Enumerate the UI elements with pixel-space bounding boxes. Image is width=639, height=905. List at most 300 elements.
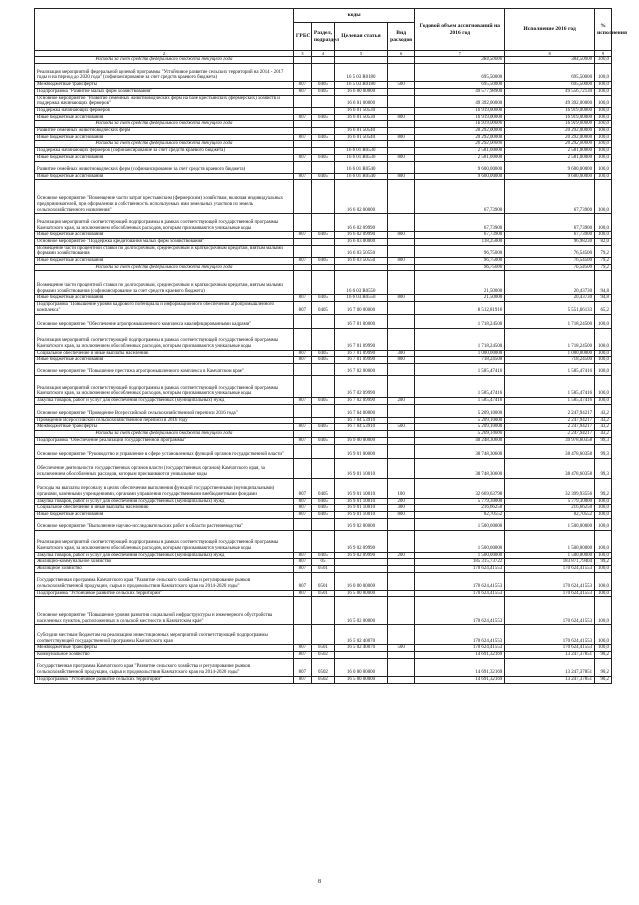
planned-amount: 170 624,41553 [415,572,505,590]
table-row [35,645,612,652]
section-code: 0405 [311,258,334,265]
row-description: Закупка товаров, работ и услуг для обеспечения государственных (муниципальных) нужд [35,498,294,505]
section-code: 0405 [311,437,334,444]
section-code [311,314,334,328]
expense-type-code [387,652,415,659]
target-code [335,264,388,271]
grbs-code: 807 [293,397,311,404]
section-code [311,458,334,478]
grbs-code [293,417,311,424]
execution-percent: 100,0 [595,328,612,350]
target-code: 16 6 01 50540 [335,128,388,135]
planned-amount: 170 624,41553 [415,590,505,597]
target-code: 16 6 03 00000 [335,238,388,245]
row-description: Реализация мероприятий соответствующей подпрограммы в рамках соответствующей государственной программы Камчатского края, за исключением обособленных расходов, которым присваиваются уникальные коды [35,214,294,232]
planned-amount: 1 500,00000 [415,530,505,552]
target-code: 16 9 02 09990 [335,552,388,559]
section-code: 0405 [311,511,334,518]
grbs-code: 807 [293,295,311,302]
execution-percent: 100,0 [595,154,612,161]
row-description: Подпрограмма "Устойчивое развитие сельских территорий" [35,676,294,683]
executed-amount: 49 392,00000 [505,95,595,107]
target-code: 16 6 01 50530 [335,107,388,114]
grbs-code [293,245,311,257]
target-code: 16 5 00 00000 [335,590,388,597]
target-code: 16 6 03 50550 [335,245,388,257]
section-code [311,363,334,375]
execution-percent: 100,0 [595,357,612,364]
executed-amount: 9 600,00000 [505,173,595,180]
execution-percent: 100,0 [595,232,612,239]
grbs-code [293,64,311,82]
executed-amount: 76,54500 [505,245,595,257]
expense-type-code [387,64,415,82]
row-description: Реализация мероприятий федеральной целевой программы "Устойчивое развитие сельских территорий на 2014 - 2017 годы и на период до 2020 года" (софинансирование за счет средств краевого бюджета) [35,64,294,82]
execution-percent: 100,0 [595,350,612,357]
execution-percent: 43,2 [595,404,612,417]
grbs-code: 807 [293,552,311,559]
section-code: 0502 [311,676,334,683]
grbs-code: 807 [293,232,311,239]
row-description: Субсидии местным бюджетам на реализацию инвестиционных мероприятий соответствующей подпрограммы соответствующей государственной программы Камчатского края [35,625,294,645]
row-description: Иные бюджетные ассигнования [35,295,294,302]
row-description: Межбюджетные трансферты [35,82,294,89]
execution-percent: 99,2 [595,559,612,566]
expense-type-code: 200 [387,498,415,505]
column-number: 6 [387,51,415,57]
section-code: 0405 [311,397,334,404]
execution-percent: 100,0 [595,572,612,590]
execution-percent: 100,0 [595,128,612,135]
table-row-federal-subtotal [35,141,612,148]
table-row [35,363,612,375]
table-row [35,511,612,518]
table-row-federal-subtotal [35,121,612,128]
execution-percent: 100,0 [595,107,612,114]
grbs-code: 807 [293,114,311,121]
table-row-federal-subtotal [35,57,612,64]
table-row [35,245,612,257]
table-row [35,134,612,141]
expense-type-code: 800 [387,511,415,518]
grbs-code: 807 [293,511,311,518]
section-code: 0405 [311,357,334,364]
executed-amount: 1 000,00000 [505,350,595,357]
table-row [35,530,612,552]
executed-amount: 2 247,94217 [505,431,595,438]
grbs-code: 807 [293,350,311,357]
target-code [335,431,388,438]
expense-type-code: 800 [387,134,415,141]
expense-type-code [387,566,415,573]
target-code: 16 7 00 00000 [335,302,388,314]
grbs-code: 807 [293,88,311,95]
execution-percent: 94,8 [595,271,612,295]
target-code [335,141,388,148]
executed-amount: 384,50000 [505,57,595,64]
section-code: 0405 [311,350,334,357]
grbs-code: 807 [293,134,311,141]
execution-percent: 99,2 [595,478,612,498]
section-code [311,180,334,214]
executed-amount: 2 247,94217 [505,424,595,431]
executed-amount: 38 478,60358 [505,444,595,458]
expense-type-code [387,88,415,95]
target-code: 16 6 00 00000 [335,88,388,95]
expense-type-code [387,180,415,214]
planned-amount: 5 209,10000 [415,404,505,417]
target-code [335,566,388,573]
section-code: 0501 [311,572,334,590]
expense-type-code [387,375,415,397]
expense-type-code [387,417,415,424]
section-code: 0405 [311,88,334,95]
planned-amount: 21,50000 [415,295,505,302]
section-code [311,404,334,417]
table-row [35,375,612,397]
expense-type-code [387,597,415,625]
table-row [35,148,612,155]
execution-percent: 100,0 [595,397,612,404]
grbs-code: 807 [293,424,311,431]
section-code [311,148,334,155]
grbs-code [293,328,311,350]
executed-amount: 67,73900 [505,180,595,214]
section-code: 0501 [311,645,334,652]
column-number: 5 [335,51,388,57]
row-description: Основное мероприятие "Возмещение части затрат крестьянским (фермерским) хозяйствам, включая индивидуальных предпринимателей, при оформлении в собственность используемых ими земельных участков из земель сельскохозяйственного назначения" [35,180,294,214]
planned-amount: 21,50000 [415,271,505,295]
planned-amount: 718,24500 [415,357,505,364]
target-code: 16 7 02 09990 [335,397,388,404]
row-description: Основное мероприятие "Повышение уровня развития социальной инфраструктуры и инженерного обустройства населенных пунктов, расположенных в сельской местности в Камчатском крае" [35,597,294,625]
target-code: 16 5 02 40070 [335,645,388,652]
section-code: 0501 [311,566,334,573]
expense-type-code [387,590,415,597]
table-row [35,566,612,573]
row-description: Иные бюджетные ассигнования [35,154,294,161]
section-code [311,161,334,173]
executed-amount: 39 978,60358 [505,437,595,444]
target-code: 16 6 03 50550 [335,258,388,265]
table-row [35,559,612,566]
row-description: Расходы за счет средств федерального бюджета текущего года [35,57,294,64]
execution-percent: 100,0 [595,114,612,121]
grbs-code: 807 [293,357,311,364]
expense-type-code: 500 [387,82,415,89]
executed-amount: 2 581,00000 [505,148,595,155]
executed-amount: 695,50000 [505,64,595,82]
executed-amount: 76,54500 [505,258,595,265]
executed-amount: 76,54500 [505,264,595,271]
planned-amount: 96,75000 [415,245,505,257]
target-code: 16 7 01 09990 [335,350,388,357]
planned-amount: 14 691,32169 [415,658,505,676]
grbs-code [293,404,311,417]
execution-percent: 100,0 [595,82,612,89]
table-row [35,658,612,676]
row-description: Подпрограмма "Устойчивое развитие сельских территорий" [35,590,294,597]
executed-amount: 13 247,37851 [505,676,595,683]
grbs-code: 807 [293,559,311,566]
section-code [311,57,334,64]
executed-amount: 20,43730 [505,271,595,295]
target-code: 16 9 01 10010 [335,511,388,518]
table-row-federal-subtotal [35,431,612,438]
table-row [35,64,612,82]
executed-amount: 1 500,00000 [505,518,595,530]
target-code: 16 6 01 50530 [335,114,388,121]
planned-amount: 38 748,30600 [415,458,505,478]
grbs-code: 807 [293,154,311,161]
row-description: Обеспечение деятельности государственных органов власти (государственных органов) Камчатского края, за исключением обособленных расходов, которым присваиваются уникальные коды [35,458,294,478]
table-row [35,295,612,302]
grbs-code: 807 [293,82,311,89]
row-description: Жилищно-коммунальное хозяйство [35,559,294,566]
header-codes: коды [293,9,415,23]
budget-execution-table [34,8,627,684]
grbs-code [293,148,311,155]
grbs-code [293,625,311,645]
executed-amount: 13 247,37851 [505,652,595,659]
target-code: 16 7 02 00000 [335,363,388,375]
table-row [35,458,612,478]
execution-percent: 79,2 [595,264,612,271]
row-description: Развитие семейных животноводческих ферм (софинансирование за счет средств краевого бюджета) [35,161,294,173]
target-code: 16 6 01 50540 [335,134,388,141]
row-description: Основное мероприятие "Руководство и управление в сфере установленных функций органов государственной власти" [35,444,294,458]
planned-amount: 16 919,00000 [415,121,505,128]
expense-type-code: 800 [387,357,415,364]
table-row [35,302,612,314]
expense-type-code: 200 [387,552,415,559]
planned-amount: 216,66250 [415,505,505,512]
execution-percent: 100,0 [595,314,612,328]
planned-amount: 170 624,41553 [415,625,505,645]
planned-amount: 695,50000 [415,82,505,89]
section-code [311,95,334,107]
expense-type-code: 800 [387,114,415,121]
grbs-code: 807 [293,566,311,573]
execution-percent: 100,0 [595,88,612,95]
execution-percent: 99,3 [595,444,612,458]
planned-amount: 5 779,30000 [415,498,505,505]
row-description: Реализация мероприятий соответствующей подпрограммы в рамках соответствующей государственной программы Камчатского края, за исключением обособленных расходов, которым присваиваются уникальные коды [35,328,294,350]
row-description: Основное мероприятие "Обеспечение агропромышленного комплекса квалифицированными кадрами" [35,314,294,328]
table-row-federal-subtotal [35,264,612,271]
execution-percent: 100,0 [595,95,612,107]
section-code [311,625,334,645]
grbs-code [293,271,311,295]
execution-percent: 65,2 [595,302,612,314]
target-code: 16 9 02 09990 [335,530,388,552]
expense-type-code [387,328,415,350]
executed-amount: 20,43730 [505,295,595,302]
row-description: Расходы за счет средств федерального бюджета текущего года [35,431,294,438]
expense-type-code: 800 [387,295,415,302]
expense-type-code [387,572,415,590]
target-code: 16 6 01 00000 [335,95,388,107]
table-row [35,357,612,364]
section-code: 0405 [311,295,334,302]
row-description: Иные бюджетные ассигнования [35,114,294,121]
row-description: Иные бюджетные ассигнования [35,511,294,518]
column-number: 8 [505,51,595,57]
target-code: 16 5 02 00000 [335,597,388,625]
planned-amount: 67,73900 [415,214,505,232]
planned-amount: 170 624,41553 [415,566,505,573]
planned-amount: 1 585,47416 [415,375,505,397]
executed-amount: 49 556,72130 [505,88,595,95]
row-description: Подпрограмма "Обеспечение реализации государственной программы" [35,437,294,444]
executed-amount: 216,66250 [505,505,595,512]
row-description: Основное мероприятие "Развитие семейных животноводческих ферм на базе крестьянских (фермерских) хозяйств и поддержка начинающих фермеров" [35,95,294,107]
header-percent: % исполнения [595,9,612,51]
executed-amount: 67,73900 [505,214,595,232]
expense-type-code: 300 [387,350,415,357]
execution-percent: 100,0 [595,498,612,505]
target-code: 16 9 00 00000 [335,437,388,444]
planned-amount: 5 209,10000 [415,417,505,424]
planned-amount: 16 919,00000 [415,114,505,121]
expense-type-code [387,444,415,458]
section-code [311,141,334,148]
row-description: Расходы за счет средств федерального бюджета текущего года [35,264,294,271]
executed-amount: 5 551,66133 [505,302,595,314]
header-target: Целевая статья [335,23,388,51]
table-row [35,88,612,95]
section-code: 0405 [311,232,334,239]
grbs-code: 807 [293,590,311,597]
table-row [35,397,612,404]
execution-percent: 90,2 [595,652,612,659]
grbs-code [293,161,311,173]
executed-amount: 170 624,41553 [505,590,595,597]
planned-amount: 16 919,00000 [415,107,505,114]
section-code [311,328,334,350]
table-row [35,676,612,683]
table-row [35,232,612,239]
expense-type-code [387,559,415,566]
executed-amount: 1 585,47416 [505,375,595,397]
row-description: Возмещение части процентной ставки по долгосрочным, среднесрочным и краткосрочным кредитам, взятым малыми формами хозяйствования (софинансирование за счет средств краевого бюджета) [35,271,294,295]
planned-amount: 118,25000 [415,238,505,245]
grbs-code [293,107,311,114]
executed-amount: 1 585,47416 [505,397,595,404]
expense-type-code [387,404,415,417]
expense-type-code [387,437,415,444]
table-body [35,51,612,684]
planned-amount: 384,50000 [415,57,505,64]
target-code: 16 6 03 R0550 [335,271,388,295]
grbs-code [293,431,311,438]
section-code: 05 [311,559,334,566]
target-code: 16 0 00 00000 [335,658,388,676]
grbs-code [293,180,311,214]
expense-type-code [387,264,415,271]
grbs-code: 807 [293,505,311,512]
section-code [311,518,334,530]
executed-amount: 5 779,30000 [505,498,595,505]
row-description: Проведение Всероссийской сельскохозяйственной переписи в 2016 году [35,417,294,424]
section-code [311,530,334,552]
expense-type-code [387,363,415,375]
expense-type-code [387,530,415,552]
executed-amount: 67,73900 [505,232,595,239]
section-code [311,121,334,128]
target-code [335,121,388,128]
column-number: 4 [311,51,334,57]
target-code: 16 7 02 09990 [335,375,388,397]
executed-amount: 2 581,00000 [505,154,595,161]
grbs-code: 807 [293,478,311,498]
target-code: 16 7 04 53910 [335,417,388,424]
row-description: Поддержка начинающих фермеров [35,107,294,114]
planned-amount: 170 624,41553 [415,645,505,652]
table-row [35,328,612,350]
execution-percent: 100,0 [595,141,612,148]
planned-amount: 32 669,63798 [415,478,505,498]
planned-amount: 1 000,00000 [415,350,505,357]
executed-amount: 13 247,37851 [505,658,595,676]
expense-type-code [387,431,415,438]
executed-amount: 1 500,00000 [505,530,595,552]
table-row [35,424,612,431]
grbs-code [293,375,311,397]
execution-percent: 43,2 [595,424,612,431]
expense-type-code [387,302,415,314]
section-code: 0405 [311,134,334,141]
execution-percent: 99,3 [595,458,612,478]
execution-percent: 100,0 [595,121,612,128]
grbs-code [293,95,311,107]
target-code: 16 6 01 R0540 [335,161,388,173]
grbs-code: 807 [293,645,311,652]
section-code [311,64,334,82]
target-code: 16 6 02 00000 [335,180,388,214]
expense-type-code [387,518,415,530]
expense-type-code [387,161,415,173]
row-description: Иные бюджетные ассигнования [35,134,294,141]
execution-percent: 82,0 [595,238,612,245]
executed-amount: 20 292,00000 [505,134,595,141]
execution-percent: 100,0 [595,161,612,173]
section-code: 0502 [311,652,334,659]
row-description: Иные бюджетные ассигнования [35,232,294,239]
target-code: 16 6 01 R0530 [335,154,388,161]
target-code: 16 0 00 00000 [335,572,388,590]
table-row [35,444,612,458]
section-code: 0405 [311,82,334,89]
section-code [311,128,334,135]
execution-percent: 94,8 [595,295,612,302]
expense-type-code [387,458,415,478]
executed-amount: 9 600,00000 [505,161,595,173]
planned-amount: 67,73900 [415,232,505,239]
planned-amount: 14 691,32169 [415,652,505,659]
row-description: Коммунальное хозяйство [35,652,294,659]
execution-percent: 100,0 [595,363,612,375]
table-row [35,552,612,559]
expense-type-code [387,214,415,232]
expense-type-code [387,271,415,295]
grbs-code [293,141,311,148]
executed-amount: 32 399,93556 [505,478,595,498]
expense-type-code: 300 [387,505,415,512]
target-code: 16 5 03 R0180 [335,82,388,89]
executed-amount: 96,98230 [505,238,595,245]
executed-amount: 183 871,79404 [505,559,595,566]
